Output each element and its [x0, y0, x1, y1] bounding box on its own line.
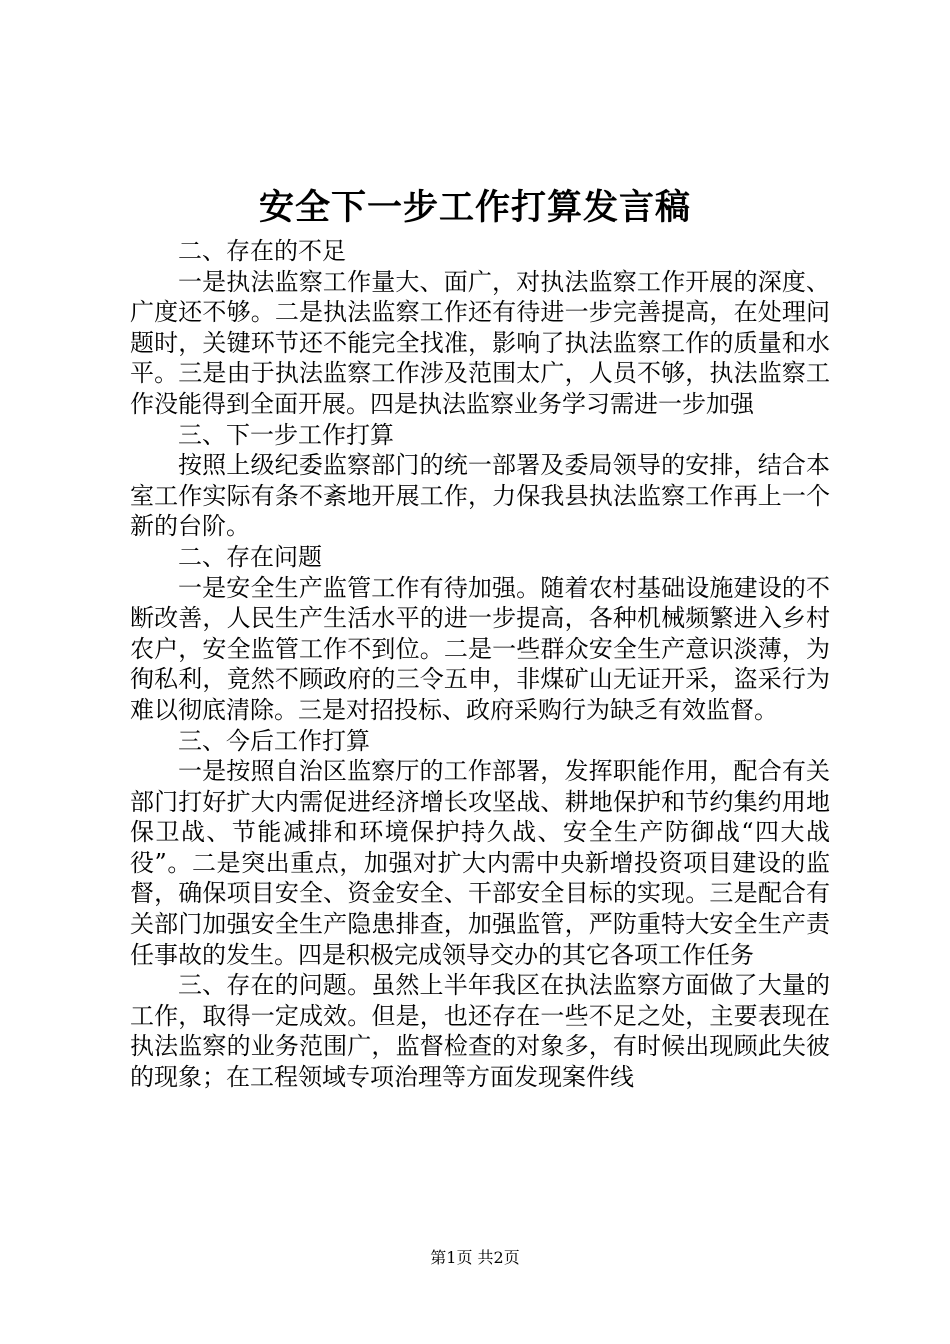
section-heading: 二、存在问题: [178, 542, 322, 571]
body-paragraph: 三、存在的问题。虽然上半年我区在执法监察方面做了大量的工作，取得一定成效。但是，也还存在一些不足之处，主要表现在执法监察的业务范围广，监督检查的对象多，有时候出现顾此失彼的现象；在工程领域专项治理等方面发现案件线: [130, 971, 830, 1092]
section-heading: 三、下一步工作打算: [178, 420, 394, 449]
body-paragraph: 按照上级纪委监察部门的统一部署及委局领导的安排，结合本室工作实际有条不紊地开展工作，力保我县执法监察工作再上一个新的台阶。: [130, 451, 830, 541]
page-footer: 第1页 共2页: [430, 1248, 520, 1267]
document-body: [130, 236, 830, 1093]
section-heading: 二、存在的不足: [178, 237, 346, 265]
document-title: 安全下一步工作打算发言稿: [258, 187, 691, 228]
body-paragraph: 一是安全生产监管工作有待加强。随着农村基础设施建设的不断改善，人民生产生活水平的进一步提高，各种机械频繁进入乡村农户，安全监管工作不到位。二是一些群众安全生产意识淡薄，为徇私利，竟然不顾政府的三令五申，非煤矿山无证开采，盗采行为难以彻底清除。三是对招投标、政府采购行为缺乏有效监督。: [130, 573, 830, 724]
body-paragraph: 一是执法监察工作量大、面广，对执法监察工作开展的深度、广度还不够。二是执法监察工作还有待进一步完善提高，在处理问题时，关键环节还不能完全找准，影响了执法监察工作的质量和水平。三是由于执法监察工作涉及范围太广，人员不够，执法监察工作没能得到全面开展。四是执法监察业务学习需进一步加强: [130, 267, 830, 418]
section-heading: 三、今后工作打算: [178, 726, 370, 755]
body-paragraph: 一是按照自治区监察厅的工作部署，发挥职能作用，配合有关部门打好扩大内需促进经济增长攻坚战、耕地保护和节约集约用地保卫战、节能减排和环境保护持久战、安全生产防御战“四大战役”。二是突出重点，加强对扩大内需中央新增投资项目建设的监督，确保项目安全、资金安全、干部安全目标的实现。三是配合有关部门加强安全生产隐患排查，加强监管，严防重特大安全生产责任事故的发生。四是积极完成领导交办的其它各项工作任务: [130, 757, 830, 969]
